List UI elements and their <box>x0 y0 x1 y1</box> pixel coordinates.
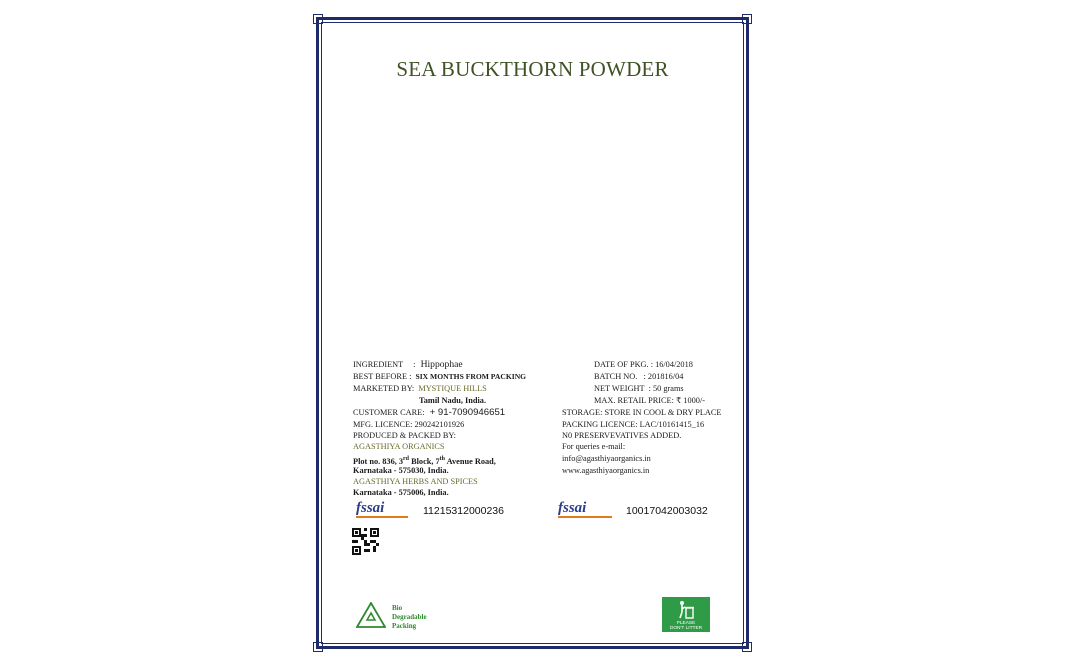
batch-number: BATCH NO. : 201816/04 <box>594 372 684 381</box>
marketed-by-place: Tamil Nadu, India. <box>419 396 487 405</box>
product-title: SEA BUCKTHORN POWDER <box>396 57 669 81</box>
best-before-value: SIX MONTHS FROM PACKING <box>415 372 527 381</box>
best-before-row <box>353 372 526 382</box>
litter-line: DON'T LITTER <box>669 626 703 631</box>
address-part: Avenue Road, <box>445 456 496 466</box>
packing-licence: PACKING LICENCE: LAC/10161415_16 <box>562 420 705 429</box>
address-sup: rd <box>403 456 410 462</box>
customer-care-value: + 91-7090946651 <box>429 407 506 418</box>
ingredient-value: Hippophae <box>420 359 463 370</box>
address-part: Plot no. 836, 3 <box>353 456 404 466</box>
corner-ornament-bottom-left <box>313 642 323 652</box>
corner-ornament-top-right <box>742 14 752 24</box>
ingredient-row <box>353 360 463 370</box>
customer-care-row <box>353 408 505 418</box>
fssai-underline <box>558 516 612 518</box>
corner-ornament-bottom-right <box>742 642 752 652</box>
producer-2-name: AGASTHIYA HERBS AND SPICES <box>353 477 478 486</box>
contact-email: info@agasthiyaorganics.in <box>562 454 651 463</box>
bio-line: Bio <box>392 604 403 612</box>
trash-bin-icon <box>677 600 695 620</box>
ingredient-label: INGREDIENT <box>353 360 404 369</box>
bio-line: Degradable <box>392 613 427 621</box>
queries-label: For queries e-mail: <box>562 442 626 451</box>
corner-ornament-top-left <box>313 14 323 24</box>
customer-care-label: CUSTOMER CARE: <box>353 408 425 417</box>
best-before-label: BEST BEFORE : <box>353 372 412 381</box>
fssai-license-1: 11215312000236 <box>423 505 504 517</box>
fssai-logo-text: fssai <box>356 500 385 516</box>
marketed-by-row <box>353 384 487 394</box>
litter-line: PLEASE <box>676 621 696 626</box>
bio-degradable-label <box>392 604 452 631</box>
producer-2-state: Karnataka - 575006, India. <box>353 488 449 497</box>
ingredient-separator: : <box>413 360 416 369</box>
recycle-icon <box>356 602 386 628</box>
fssai-logo <box>558 500 586 516</box>
address-part: Block, 7 <box>409 456 440 466</box>
dont-litter-badge <box>662 597 710 632</box>
inner-border <box>321 22 744 644</box>
address-sup: th <box>439 456 446 462</box>
max-retail-price: MAX. RETAIL PRICE: ₹ 1000/- <box>594 396 706 405</box>
producer-1-state: Karnataka - 575030, India. <box>353 466 449 475</box>
marketed-by-label: MARKETED BY: <box>353 384 415 393</box>
storage-instruction: STORAGE: STORE IN COOL & DRY PLACE <box>562 408 722 417</box>
fssai-underline <box>356 516 408 518</box>
produced-packed-label: PRODUCED & PACKED BY: <box>353 431 456 440</box>
fssai-logo <box>356 500 384 516</box>
producer-1-name: AGASTHIYA ORGANICS <box>353 442 445 451</box>
mfg-licence: MFG. LICENCE: 290242101926 <box>353 420 465 429</box>
producer-1-address <box>353 454 496 467</box>
fssai-license-2: 10017042003032 <box>626 505 708 517</box>
qr-code-icon <box>352 528 379 555</box>
date-of-packing: DATE OF PKG. : 16/04/2018 <box>594 360 693 369</box>
marketed-by-value: MYSTIQUE HILLS <box>418 384 487 393</box>
fssai-logo-text: fssai <box>558 500 587 516</box>
net-weight: NET WEIGHT : 50 grams <box>594 384 684 393</box>
preservatives-note: N0 PRESERVEVATIVES ADDED. <box>562 431 682 440</box>
bio-line: Packing <box>392 622 417 630</box>
website: www.agasthiyaorganics.in <box>562 466 650 475</box>
